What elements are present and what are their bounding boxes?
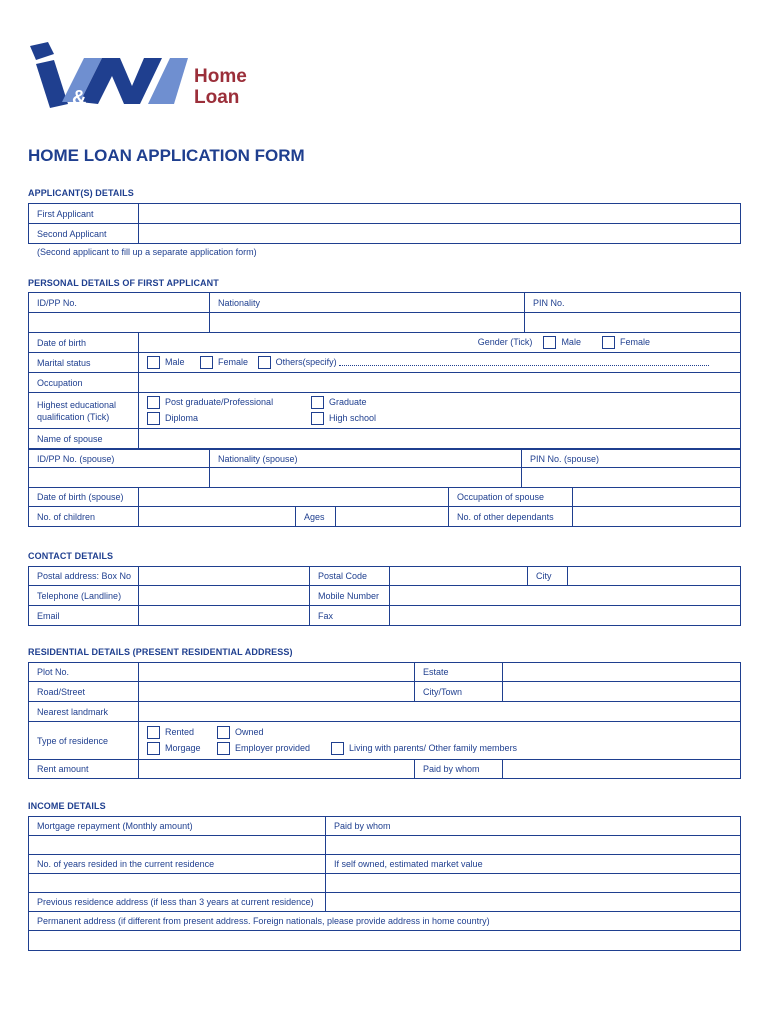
residence-type-label: Type of residence	[29, 722, 139, 760]
dependants-label: No. of other dependants	[449, 507, 573, 527]
income-heading: INCOME DETAILS	[28, 801, 106, 811]
second-applicant-note: (Second applicant to fill up a separate application form)	[37, 247, 257, 257]
rent-field[interactable]	[139, 760, 415, 779]
landmark-label: Nearest landmark	[29, 702, 139, 722]
second-applicant-field[interactable]	[139, 224, 741, 244]
marital-male-label: Male	[165, 356, 185, 367]
spouse-occupation-label: Occupation of spouse	[449, 488, 573, 507]
personal-heading: PERSONAL DETAILS OF FIRST APPLICANT	[28, 278, 219, 288]
graduate-label: Graduate	[329, 396, 367, 407]
residential-heading: RESIDENTIAL DETAILS (PRESENT RESIDENTIAL ADDRESS)	[28, 647, 293, 657]
market-value-label: If self owned, estimated market value	[326, 855, 741, 874]
spouse-pin-label: PIN No. (spouse)	[522, 450, 741, 468]
occupation-field[interactable]	[139, 373, 741, 393]
parents-checkbox[interactable]	[331, 742, 344, 755]
marital-female-label: Female	[218, 356, 249, 367]
spouse-id-label: ID/PP No. (spouse)	[29, 450, 210, 468]
spouse-dob-field[interactable]	[139, 488, 449, 507]
high-school-checkbox[interactable]	[311, 412, 324, 425]
svg-text:&: &	[72, 87, 87, 109]
postal-field[interactable]	[139, 567, 310, 586]
male-checkbox[interactable]	[543, 336, 556, 349]
landline-label: Telephone (Landline)	[29, 586, 139, 606]
marital-others-label: Others(specify)	[275, 356, 337, 367]
form-title: HOME LOAN APPLICATION FORM	[28, 146, 305, 165]
spouse-occupation-field[interactable]	[573, 488, 741, 507]
gender-label: Gender (Tick)	[477, 336, 533, 347]
rent-paid-by-label: Paid by whom	[415, 760, 503, 779]
occupation-label: Occupation	[29, 373, 139, 393]
personal-table	[28, 332, 741, 449]
parents-label: Living with parents/ Other family members	[349, 742, 518, 753]
income-paid-by-label: Paid by whom	[326, 817, 741, 836]
children-table	[28, 506, 741, 527]
postal-code-label: Postal Code	[310, 567, 390, 586]
mortgage-repayment-label: Mortgage repayment (Monthly amount)	[29, 817, 326, 836]
second-applicant-label: Second Applicant	[29, 224, 139, 244]
applicants-table	[28, 203, 741, 244]
dob-label: Date of birth	[29, 333, 139, 353]
graduate-checkbox[interactable]	[311, 396, 324, 409]
contact-heading: CONTACT DETAILS	[28, 551, 114, 561]
spouse-pin-field[interactable]	[522, 468, 741, 488]
mobile-label: Mobile Number	[310, 586, 390, 606]
estate-label: Estate	[415, 663, 503, 682]
permanent-address-label: Permanent address (if different from present address. Foreign nationals, please provide address in home country)	[29, 912, 741, 931]
education-label	[29, 393, 139, 429]
mobile-field[interactable]	[390, 586, 741, 606]
email-field[interactable]	[139, 606, 310, 626]
postgrad-checkbox[interactable]	[147, 396, 160, 409]
previous-address-field[interactable]	[326, 893, 741, 912]
children-field[interactable]	[139, 507, 296, 527]
rent-paid-by-field[interactable]	[503, 760, 741, 779]
ages-label: Ages	[296, 507, 336, 527]
children-label: No. of children	[29, 507, 139, 527]
income-paid-by-field[interactable]	[326, 836, 741, 855]
permanent-address-field[interactable]	[29, 931, 741, 951]
brand-line-1: Home	[194, 66, 247, 87]
brand-name	[194, 66, 247, 108]
diploma-checkbox[interactable]	[147, 412, 160, 425]
fax-field[interactable]	[390, 606, 741, 626]
gender-cell	[139, 333, 741, 353]
nationality-field[interactable]	[210, 313, 525, 333]
residence-type-options	[139, 722, 741, 760]
marital-male-checkbox[interactable]	[147, 356, 160, 369]
employer-checkbox[interactable]	[217, 742, 230, 755]
female-checkbox[interactable]	[602, 336, 615, 349]
estate-field[interactable]	[503, 663, 741, 682]
owned-label: Owned	[235, 726, 264, 737]
spouse-name-label: Name of spouse	[29, 429, 139, 449]
marital-label: Marital status	[29, 353, 139, 373]
female-label: Female	[619, 336, 650, 347]
rented-checkbox[interactable]	[147, 726, 160, 739]
city-label: City	[528, 567, 568, 586]
pin-label: PIN No.	[525, 293, 741, 313]
mortgage-label: Morgage	[165, 742, 201, 753]
spouse-dob-label: Date of birth (spouse)	[29, 488, 139, 507]
spouse-id-field[interactable]	[29, 468, 210, 488]
id-pp-label: ID/PP No.	[29, 293, 210, 313]
rent-label: Rent amount	[29, 760, 139, 779]
brand-line-2: Loan	[194, 87, 240, 108]
id-table	[28, 292, 741, 333]
first-applicant-label: First Applicant	[29, 204, 139, 224]
mortgage-repayment-field[interactable]	[29, 836, 326, 855]
mortgage-checkbox[interactable]	[147, 742, 160, 755]
email-label: Email	[29, 606, 139, 626]
first-applicant-field[interactable]	[139, 204, 741, 224]
spouse-nationality-field[interactable]	[210, 468, 522, 488]
marital-female-checkbox[interactable]	[200, 356, 213, 369]
city-field[interactable]	[568, 567, 741, 586]
marital-others-checkbox[interactable]	[258, 356, 271, 369]
male-label: Male	[561, 336, 581, 347]
landmark-field[interactable]	[139, 702, 741, 722]
postal-code-field[interactable]	[390, 567, 528, 586]
pin-field[interactable]	[525, 313, 741, 333]
diploma-label: Diploma	[165, 412, 199, 423]
applicants-heading: APPLICANT(S) DETAILS	[28, 188, 134, 198]
postgrad-label: Post graduate/Professional	[165, 396, 274, 407]
fax-label: Fax	[310, 606, 390, 626]
contact-table	[28, 566, 741, 626]
education-label-line-2: qualification (Tick)	[37, 411, 110, 422]
city-town-field[interactable]	[503, 682, 741, 702]
landline-field[interactable]	[139, 586, 310, 606]
others-specify-line[interactable]	[339, 359, 709, 366]
years-resided-field[interactable]	[29, 874, 326, 893]
road-field[interactable]	[139, 682, 415, 702]
plot-field[interactable]	[139, 663, 415, 682]
education-label-line-1: Highest educational	[37, 399, 117, 410]
spouse-details-table	[28, 487, 741, 507]
city-town-label: City/Town	[415, 682, 503, 702]
high-school-label: High school	[329, 412, 377, 423]
years-resided-label: No. of years resided in the current residence	[29, 855, 326, 874]
market-value-field[interactable]	[326, 874, 741, 893]
spouse-name-field[interactable]	[139, 429, 741, 449]
spouse-nationality-label: Nationality (spouse)	[210, 450, 522, 468]
id-pp-field[interactable]	[29, 313, 210, 333]
dependants-field[interactable]	[573, 507, 741, 527]
owned-checkbox[interactable]	[217, 726, 230, 739]
employer-label: Employer provided	[235, 742, 311, 753]
road-label: Road/Street	[29, 682, 139, 702]
previous-address-label: Previous residence address (if less than 3 years at current residence)	[29, 893, 326, 912]
education-options	[139, 393, 741, 429]
residential-table	[28, 662, 741, 779]
marital-options	[139, 353, 741, 373]
plot-label: Plot No.	[29, 663, 139, 682]
spouse-id-table	[28, 449, 741, 488]
rented-label: Rented	[165, 726, 195, 737]
postal-label: Postal address: Box No	[29, 567, 139, 586]
nationality-label: Nationality	[210, 293, 525, 313]
ages-field[interactable]	[336, 507, 449, 527]
income-table	[28, 816, 741, 951]
